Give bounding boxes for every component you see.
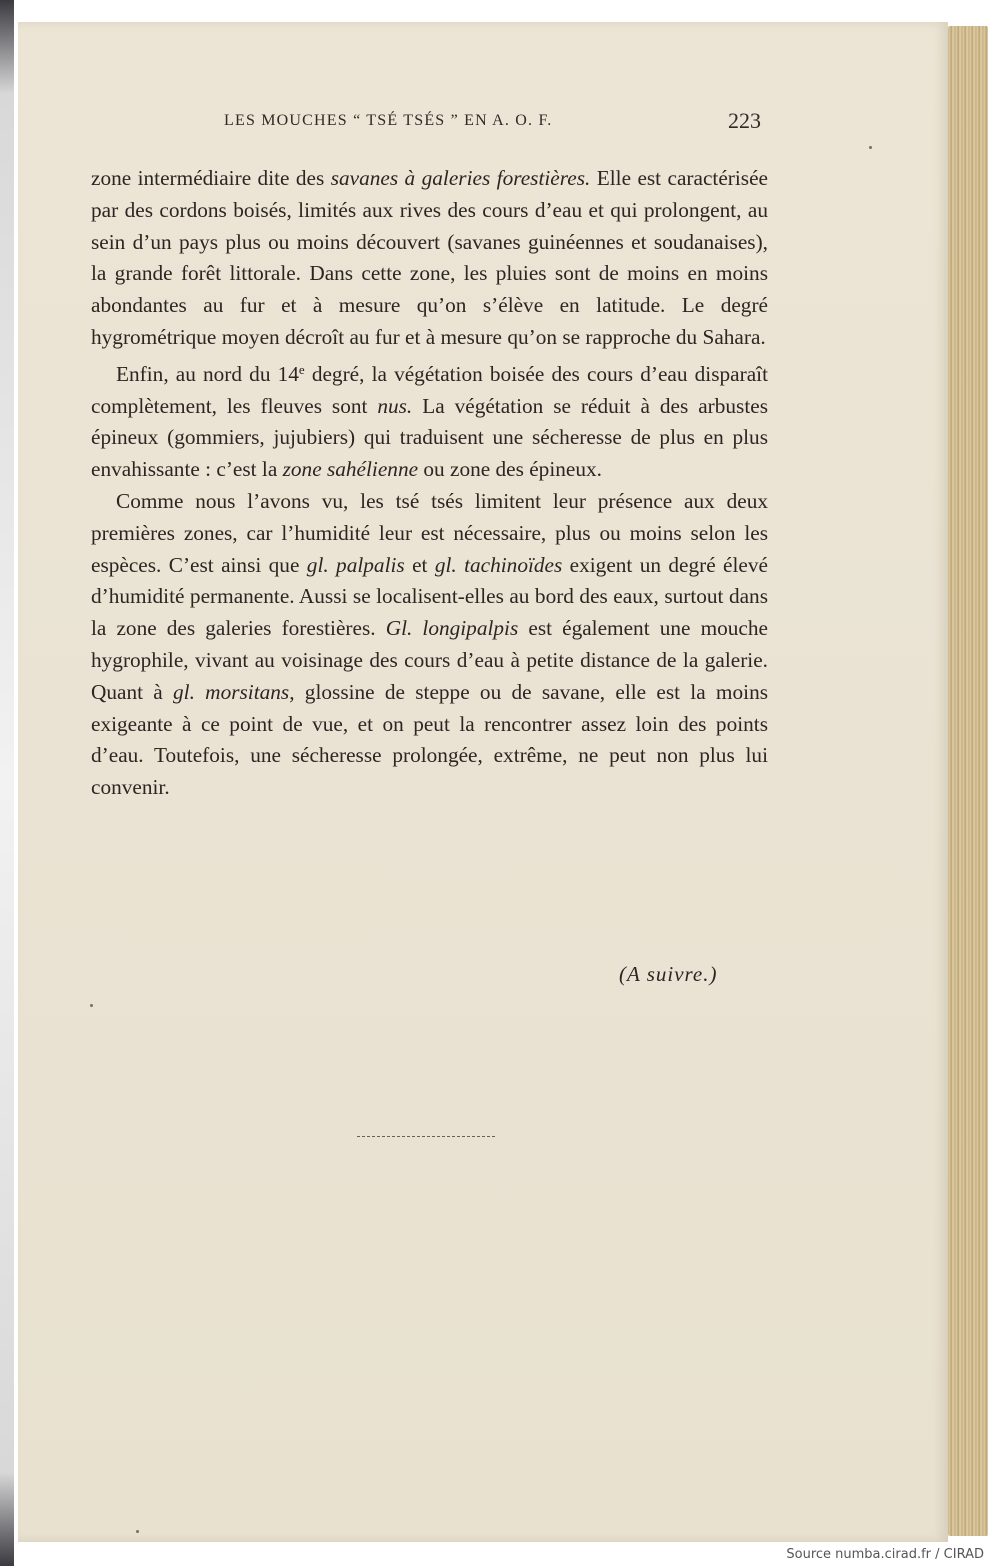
- italic-term: gl. tachinoïdes: [434, 552, 563, 577]
- paragraph-1: zone intermédiaire dite des savanes à galeries forestières. Elle est caractérisée par des cordons boisés, limités aux rives des cours d’eau et qui prolongent, au sein d’un pays plus ou moins découvert (savanes guinéennes et soudanaises), la grande forêt littorale. Dans cette zone, les pluies sont de moins en moins abondantes au fur et à mesure qu’on s’élève en latitude. Le degré hygrométrique moyen décroît au fur et à mesure qu’on se rapproche du Sahara.: [91, 166, 768, 349]
- paper-speck: [90, 1004, 93, 1007]
- italic-term: zone sahélienne: [282, 457, 419, 482]
- binding-strip: [0, 0, 14, 1566]
- source-credit: Source numba.cirad.fr / CIRAD: [786, 1547, 984, 1562]
- paper-speck: [136, 1530, 139, 1533]
- italic-term: nus.: [377, 393, 413, 418]
- paragraph-3: Comme nous l’avons vu, les tsé tsés limitent leur présence aux deux premières zones, car l’humidité leur est nécessaire, plus ou moins selon les espèces. C’est ainsi que gl. palpalis et gl. tachinoïdes exigent un degré élevé d’humidité permanente. Aussi se localisent-elles au bord des eaux, surtout dans la zone des galeries forestières. Gl. longipalpis est également une mouche hygrophile, vivant au voisinage des cours d’eau à petite distance de la galerie. Quant à gl. morsitans, glossine de steppe ou de savane, elle est la moins exigeante à ce point de vue, et on peut la rencontrer assez loin des points d’eau. Toutefois, une sécheresse prolongée, extrême, ne peut non plus lui convenir.: [91, 488, 769, 800]
- italic-term: gl. morsitans,: [173, 679, 295, 704]
- paragraph-2: Enfin, au nord du 14e degré, la végétation boisée des cours d’eau disparaît complètement, les fleuves sont nus. La végétation se réduit à des arbustes épineux (gommiers, jujubiers) qui traduisent une sécheresse de plus en plus envahissante : c’est la zone sahélienne ou zone des épineux.: [91, 361, 768, 482]
- italic-term: Gl. longipalpis: [385, 616, 519, 641]
- running-head: LES MOUCHES “ TSÉ TSÉS ” EN A. O. F.: [224, 112, 553, 129]
- italic-term: gl. palpalis: [306, 552, 405, 577]
- section-rule: [357, 1136, 495, 1137]
- superscript: e: [298, 361, 305, 377]
- article-body: [91, 163, 768, 804]
- italic-term: savanes à galeries forestières.: [330, 166, 591, 190]
- to-be-continued: (A suivre.): [619, 962, 718, 986]
- paper-speck: [869, 146, 872, 149]
- page-edge-stack: [948, 26, 988, 1536]
- page-number: 223: [728, 108, 761, 133]
